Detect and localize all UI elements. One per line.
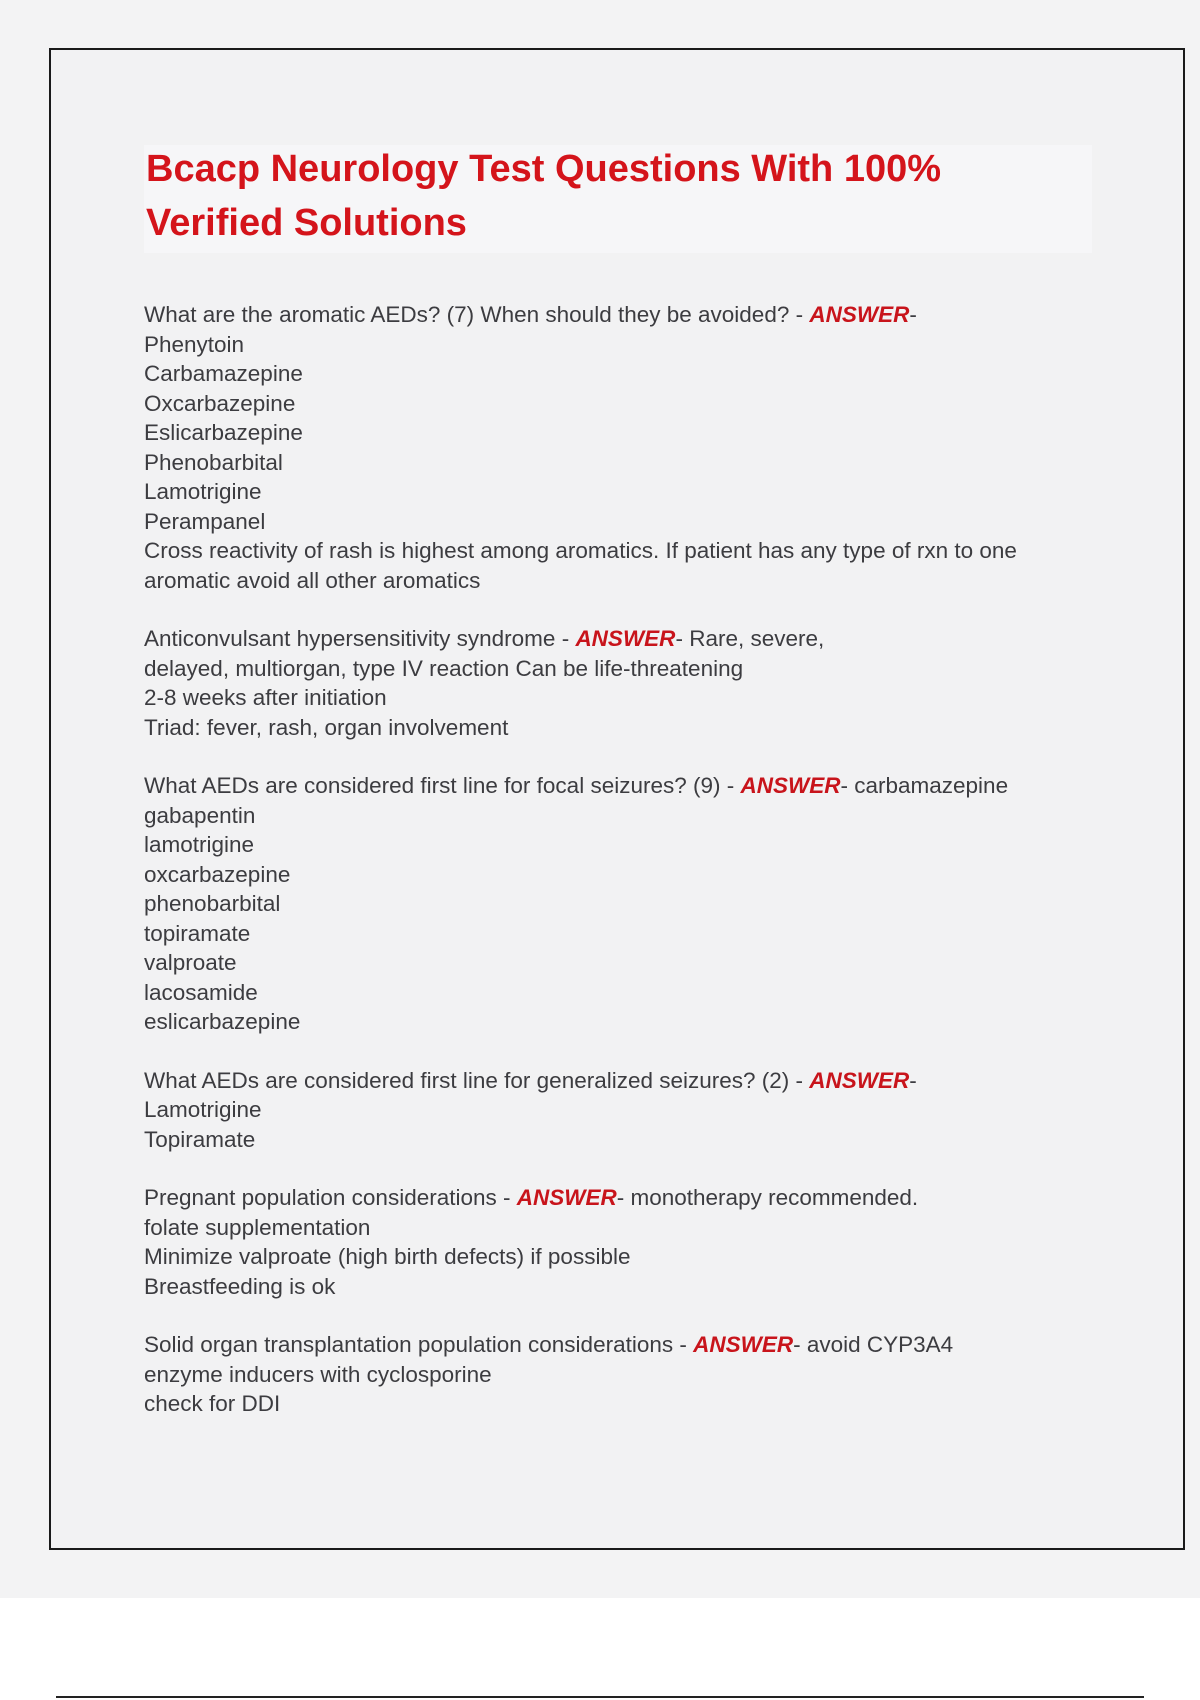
answer-line: Phenobarbital <box>144 449 283 475</box>
answer-line: gabapentin <box>144 802 256 828</box>
qa-item <box>144 624 1104 742</box>
answer-line: lacosamide <box>144 979 258 1005</box>
question-line: Solid organ transplantation population considerations - ANSWER- avoid CYP3A4 <box>144 1332 954 1357</box>
answer-line: lamotrigine <box>144 832 255 857</box>
answer-inline: carbamazepine <box>847 773 1009 798</box>
qa-item <box>144 771 1104 1037</box>
question-text: What AEDs are considered first line for focal seizures? (9) - <box>144 773 741 798</box>
qa-item <box>144 1330 1104 1419</box>
qa-item <box>144 1066 1104 1155</box>
answer-line: Triad: fever, rash, organ involvement <box>144 714 509 740</box>
answer-line: topiramate <box>144 920 251 946</box>
answer-line: Cross reactivity of rash is highest among aromatics. If patient has any type of rxn to one aromatic avoid all other aromatics <box>144 538 1017 593</box>
answer-label: ANSWER <box>516 1185 617 1210</box>
answer-line: Lamotrigine <box>144 479 262 504</box>
qa-item <box>144 1183 1104 1301</box>
question-text: Solid organ transplantation population considerations - <box>144 1332 694 1357</box>
answer-label: ANSWER <box>575 626 676 651</box>
answer-line: Eslicarbazepine <box>144 420 303 445</box>
answer-line: phenobarbital <box>144 891 281 916</box>
answer-line: folate supplementation <box>144 1214 371 1240</box>
answer-inline: avoid CYP3A4 <box>800 1332 954 1357</box>
answer-label: ANSWER <box>809 1067 910 1093</box>
answer-line: enzyme inducers with cyclosporine <box>144 1361 492 1387</box>
answer-inline: Rare, severe, <box>682 626 825 651</box>
answer-line: Breastfeeding is ok <box>144 1273 336 1299</box>
question-line: What are the aromatic AEDs? (7) When should they be avoided? - ANSWER- <box>144 302 917 327</box>
answer-line: oxcarbazepine <box>144 861 291 887</box>
answer-line: eslicarbazepine <box>144 1009 301 1034</box>
question-text: Pregnant population considerations - <box>144 1185 517 1210</box>
answer-line: Minimize valproate (high birth defects) if possible <box>144 1244 631 1269</box>
question-text: Anticonvulsant hypersensitivity syndrome - <box>144 626 576 651</box>
answer-line: check for DDI <box>144 1391 281 1416</box>
question-line: Anticonvulsant hypersensitivity syndrome - ANSWER- Rare, severe, <box>144 626 825 651</box>
answer-label: ANSWER <box>693 1332 794 1357</box>
question-text: What AEDs are considered first line for generalized seizures? (2) - <box>144 1067 810 1093</box>
answer-inline: monotherapy recommended. <box>624 1185 919 1210</box>
document-title: Bcacp Neurology Test Questions With 100% Verified Solutions <box>146 148 942 244</box>
qa-item <box>144 300 1104 595</box>
question-text: What are the aromatic AEDs? (7) When should they be avoided? - <box>144 302 810 327</box>
question-line: What AEDs are considered first line for generalized seizures? (2) - ANSWER- <box>144 1067 917 1093</box>
answer-line: Oxcarbazepine <box>144 390 296 416</box>
answer-line: 2-8 weeks after initiation <box>144 685 387 710</box>
answer-label: ANSWER <box>740 773 841 798</box>
answer-label: ANSWER <box>809 302 910 327</box>
next-page-area <box>0 1598 1200 1700</box>
answer-line: Phenytoin <box>144 331 245 357</box>
answer-line: Carbamazepine <box>144 361 303 386</box>
qa-list <box>144 300 1104 1448</box>
question-line: What AEDs are considered first line for focal seizures? (9) - ANSWER- carbamazepine <box>144 773 1009 798</box>
answer-line: delayed, multiorgan, type IV reaction Can be life-threatening <box>144 655 744 681</box>
question-line: Pregnant population considerations - ANSWER- monotherapy recommended. <box>144 1185 919 1210</box>
answer-line: Perampanel <box>144 508 266 534</box>
answer-line: Topiramate <box>144 1126 256 1152</box>
page-divider <box>56 1696 1144 1698</box>
answer-line: Lamotrigine <box>144 1097 262 1122</box>
answer-line: valproate <box>144 950 237 975</box>
